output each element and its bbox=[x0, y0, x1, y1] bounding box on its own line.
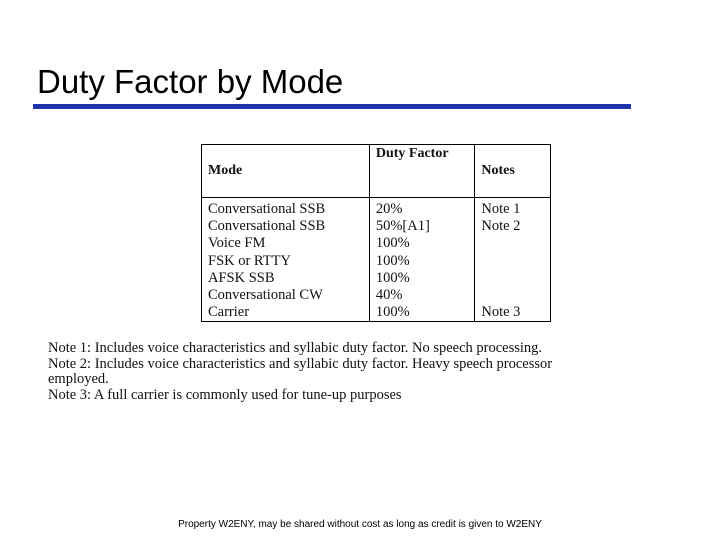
header-mode bbox=[202, 145, 370, 198]
cell-note bbox=[475, 287, 551, 304]
cell-duty: 20% bbox=[369, 198, 475, 219]
cell-mode: Conversational SSB bbox=[202, 198, 370, 219]
cell-duty: 40% bbox=[369, 287, 475, 304]
cell-note: Note 2 bbox=[475, 218, 551, 235]
cell-duty: 100% bbox=[369, 253, 475, 270]
cell-mode: Voice FM bbox=[202, 235, 370, 252]
cell-mode: FSK or RTTY bbox=[202, 253, 370, 270]
cell-mode: Conversational SSB bbox=[202, 218, 370, 235]
table-header-row bbox=[202, 145, 551, 198]
footnotes bbox=[48, 341, 593, 403]
duty-factor-table bbox=[201, 144, 551, 322]
cell-note: Note 1 bbox=[475, 198, 551, 219]
header-mode-label: Mode bbox=[208, 163, 243, 178]
cell-mode: Conversational CW bbox=[202, 287, 370, 304]
cell-duty: 100% bbox=[369, 270, 475, 287]
table-row bbox=[202, 218, 551, 235]
table-row bbox=[202, 198, 551, 219]
header-notes-label: Notes bbox=[481, 163, 515, 178]
cell-duty: 100% bbox=[369, 304, 475, 322]
cell-note bbox=[475, 253, 551, 270]
header-notes bbox=[475, 145, 551, 198]
table-row bbox=[202, 235, 551, 252]
cell-duty: 50%[A1] bbox=[369, 218, 475, 235]
footnote-line: Note 3: A full carrier is commonly used for tune-up purposes bbox=[48, 386, 402, 403]
slide-title: Duty Factor by Mode bbox=[37, 63, 344, 100]
cell-duty: 100% bbox=[369, 235, 475, 252]
footnote-line: Note 2: Includes voice characteristics and syllabic duty factor. Heavy speech processor bbox=[48, 355, 553, 372]
copyright-footer: Property W2ENY, may be shared without cost as long as credit is given to W2ENY bbox=[178, 519, 542, 530]
cell-mode: AFSK SSB bbox=[202, 270, 370, 287]
cell-note bbox=[475, 270, 551, 287]
table-row bbox=[202, 253, 551, 270]
cell-note bbox=[475, 235, 551, 252]
cell-note: Note 3 bbox=[475, 304, 551, 322]
header-duty-factor bbox=[369, 145, 475, 198]
table-row bbox=[202, 270, 551, 287]
table-row bbox=[202, 304, 551, 322]
header-duty-label: Duty Factor bbox=[375, 146, 449, 161]
title-underline bbox=[33, 104, 631, 109]
cell-mode: Carrier bbox=[202, 304, 370, 322]
footnote-line: employed. bbox=[48, 371, 109, 388]
table-row bbox=[202, 287, 551, 304]
footnote-line: Note 1: Includes voice characteristics and syllabic duty factor. No speech processing. bbox=[48, 340, 543, 356]
